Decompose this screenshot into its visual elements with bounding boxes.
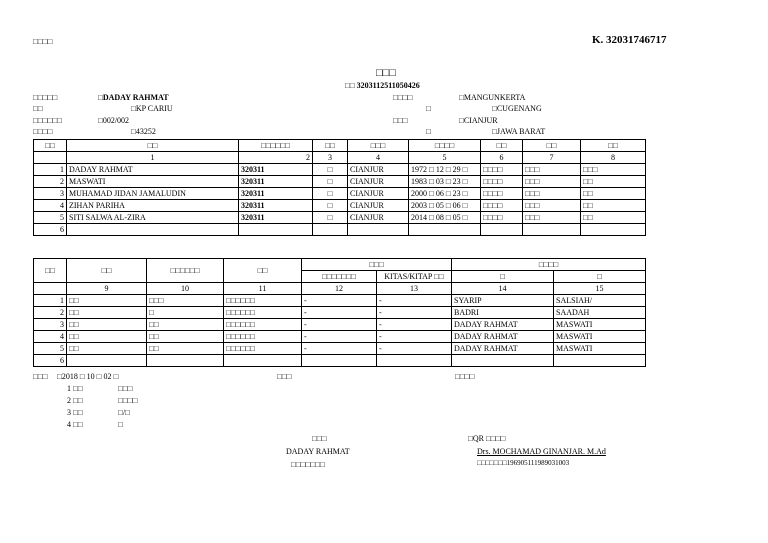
table-row <box>34 176 646 188</box>
table1-header: □□ <box>481 140 523 152</box>
table1-cell-sex: □ <box>313 212 348 224</box>
table1-col-number: 4 <box>348 152 409 164</box>
province-label: □ <box>426 127 431 136</box>
table1-cell-nik: 320311 <box>239 164 313 176</box>
table2-cell-mother: MASWATI <box>554 319 646 331</box>
table2-sub-passport: □□□□□□□ <box>302 271 377 283</box>
table1-cell-no: 6 <box>34 224 67 236</box>
head-label: □□□□□ <box>33 93 58 102</box>
table1-cell-nik: 320311 <box>239 200 313 212</box>
legend-key: 3 □□ <box>67 408 83 417</box>
table1-cell-sex: □ <box>313 176 348 188</box>
village-value: □MANGUNKERTA <box>459 93 526 102</box>
table2-col-number: 11 <box>224 283 302 295</box>
table1-cell-religion: □□□□ <box>481 212 523 224</box>
table1-cell-job: □□ <box>581 200 646 212</box>
table2-cell-father: SYARIP <box>452 295 554 307</box>
legend-value: □□□ <box>118 384 133 393</box>
table2-header-row <box>34 259 646 271</box>
table2-cell-father: DADAY RAHMAT <box>452 331 554 343</box>
table1-header: □□□□ <box>409 140 481 152</box>
regency-label: □□□ <box>393 116 408 125</box>
table1-cell-nik: 320311 <box>239 176 313 188</box>
table1-cell-edu: □□□ <box>523 200 581 212</box>
table2-header: □□ <box>34 259 67 283</box>
table1-cell-job: □□ <box>581 176 646 188</box>
table1-cell-dob: 1983 □ 03 □ 23 □ <box>409 176 481 188</box>
table2-number-cell <box>34 283 67 295</box>
table2-cell-relation: □ <box>147 307 224 319</box>
head-signature-subtext: □□□□□□□ <box>291 460 325 469</box>
table1-cell-place: CIANJUR <box>348 188 409 200</box>
table1-cell-religion <box>481 224 523 236</box>
table1-cell-edu <box>523 224 581 236</box>
table1-cell-name: DADAY RAHMAT <box>67 164 239 176</box>
table1-header: □□ <box>67 140 239 152</box>
table-row <box>34 188 646 200</box>
family-status-table <box>33 258 646 367</box>
table1-cell-job <box>581 224 646 236</box>
head-value: □DADAY RAHMAT <box>98 93 169 102</box>
table1-col-number: 5 <box>409 152 481 164</box>
table1-cell-nik <box>239 224 313 236</box>
table2-cell-no: 2 <box>34 307 67 319</box>
table-row <box>34 355 646 367</box>
regency-value: □CIANJUR <box>459 116 498 125</box>
table2-cell-citizenship: □□□□□□ <box>224 343 302 355</box>
table2-number-row <box>34 283 646 295</box>
table1-cell-job: □□ <box>581 188 646 200</box>
district-value: □CUGENANG <box>492 104 542 113</box>
table2-cell-marital: □□ <box>67 295 147 307</box>
table2-col-number: 13 <box>377 283 452 295</box>
table1-cell-edu: □□□ <box>523 212 581 224</box>
table1-cell-dob: 1972 □ 12 □ 29 □ <box>409 164 481 176</box>
table1-col-number: 6 <box>481 152 523 164</box>
table1-col-number: 1 <box>67 152 239 164</box>
signature-label: □□□ <box>312 434 327 443</box>
table2-sub-father: □ <box>452 271 554 283</box>
table2-cell-mother: MASWATI <box>554 331 646 343</box>
family-number: □□ 3203112511050426 <box>345 81 420 90</box>
table2-group-doc: □□□ <box>302 259 452 271</box>
table1-cell-religion: □□□□ <box>481 176 523 188</box>
address-value: □KP CARIU <box>131 104 173 113</box>
table2-cell-kitas: - <box>377 295 452 307</box>
table2-cell-father: DADAY RAHMAT <box>452 343 554 355</box>
table2-cell-no: 3 <box>34 319 67 331</box>
table1-cell-place: CIANJUR <box>348 212 409 224</box>
table1-cell-dob: 2014 □ 08 □ 05 □ <box>409 212 481 224</box>
table2-col-number: 10 <box>147 283 224 295</box>
table2-cell-kitas <box>377 355 452 367</box>
table2-cell-relation: □□ <box>147 343 224 355</box>
table2-cell-passport: - <box>302 307 377 319</box>
table2-group-parents: □□□□ <box>452 259 646 271</box>
table1-cell-job: □□ <box>581 212 646 224</box>
legend-key: 1 □□ <box>67 384 83 393</box>
table1-cell-no: 1 <box>34 164 67 176</box>
table1-cell-job: □□□ <box>581 164 646 176</box>
table1-cell-sex: □ <box>313 164 348 176</box>
village-label: □□□□ <box>393 93 413 102</box>
table2-cell-marital: □□ <box>67 331 147 343</box>
postal-label: □□□□ <box>33 127 53 136</box>
table2-cell-kitas: - <box>377 331 452 343</box>
table2-cell-relation: □□ <box>147 319 224 331</box>
table2-cell-kitas: - <box>377 307 452 319</box>
table2-cell-mother: MASWATI <box>554 343 646 355</box>
table1-cell-dob: 2000 □ 06 □ 23 □ <box>409 188 481 200</box>
table-row <box>34 343 646 355</box>
table2-sub-mother: □ <box>554 271 646 283</box>
table2-cell-mother: SAADAH <box>554 307 646 319</box>
table2-cell-father: BADRI <box>452 307 554 319</box>
table1-cell-sex <box>313 224 348 236</box>
table2-cell-mother <box>554 355 646 367</box>
family-members-table <box>33 139 646 236</box>
legend-value: □□□□ <box>118 396 138 405</box>
table1-cell-place: CIANJUR <box>348 200 409 212</box>
legend-value: □ <box>118 420 123 429</box>
table2-cell-citizenship: □□□□□□ <box>224 295 302 307</box>
table1-cell-religion: □□□□ <box>481 188 523 200</box>
table2-cell-citizenship <box>224 355 302 367</box>
table1-cell-religion: □□□□ <box>481 200 523 212</box>
table2-cell-no: 1 <box>34 295 67 307</box>
table2-cell-passport <box>302 355 377 367</box>
table1-cell-sex: □ <box>313 200 348 212</box>
table1-cell-no: 4 <box>34 200 67 212</box>
table2-cell-citizenship: □□□□□□ <box>224 319 302 331</box>
table2-cell-no: 4 <box>34 331 67 343</box>
table1-header: □□ <box>313 140 348 152</box>
table1-cell-name: SITI SALWA AL-ZIRA <box>67 212 239 224</box>
table1-cell-place: CIANJUR <box>348 164 409 176</box>
table1-cell-edu: □□□ <box>523 164 581 176</box>
issue-date-value: □2018 □ 10 □ 02 □ <box>57 372 119 381</box>
table2-cell-passport: - <box>302 295 377 307</box>
table2-cell-citizenship: □□□□□□ <box>224 331 302 343</box>
table1-cell-name <box>67 224 239 236</box>
table1-col-number: 7 <box>523 152 581 164</box>
table1-cell-name: MASWATI <box>67 176 239 188</box>
document-number: K. 32031746717 <box>592 34 667 46</box>
table1-col-number: 8 <box>581 152 646 164</box>
postal-value: □43252 <box>131 127 156 136</box>
table2-header: □□□□□□ <box>147 259 224 283</box>
table1-cell-nik: 320311 <box>239 212 313 224</box>
table1-header: □□□□□□ <box>239 140 313 152</box>
table2-sub-kitas: KITAS/KITAP □□ <box>377 271 452 283</box>
issue-date-label: □□□ <box>33 372 48 381</box>
table-row <box>34 331 646 343</box>
table-row <box>34 319 646 331</box>
table1-cell-religion: □□□□ <box>481 164 523 176</box>
table2-cell-passport: - <box>302 319 377 331</box>
table-row <box>34 212 646 224</box>
legend-value: □/□ <box>118 408 130 417</box>
table2-cell-father: DADAY RAHMAT <box>452 319 554 331</box>
table-row <box>34 224 646 236</box>
table2-cell-relation: □□□ <box>147 295 224 307</box>
table1-cell-place <box>348 224 409 236</box>
table1-number-row <box>34 152 646 164</box>
table2-cell-father <box>452 355 554 367</box>
table2-cell-mother: SALSIAH/ <box>554 295 646 307</box>
table-row <box>34 164 646 176</box>
table-row <box>34 200 646 212</box>
table1-cell-edu: □□□ <box>523 176 581 188</box>
table-row <box>34 295 646 307</box>
table2-cell-marital: □□ <box>67 307 147 319</box>
table1-header: □□ <box>523 140 581 152</box>
table2-header: □□ <box>224 259 302 283</box>
address-label: □□ <box>33 104 43 113</box>
table2-col-number: 15 <box>554 283 646 295</box>
right-label: □□□□ <box>455 372 475 381</box>
document-title: □□□ <box>376 67 396 79</box>
table1-cell-dob: 2003 □ 05 □ 06 □ <box>409 200 481 212</box>
rtrw-value: □002/002 <box>98 116 130 125</box>
table1-cell-no: 3 <box>34 188 67 200</box>
table1-header: □□ <box>34 140 67 152</box>
table1-col-number: 2 <box>239 152 313 164</box>
province-value: □JAWA BARAT <box>492 127 546 136</box>
table2-cell-no: 5 <box>34 343 67 355</box>
rtrw-label: □□□□□□ <box>33 116 62 125</box>
table1-header: □□ <box>581 140 646 152</box>
table2-header: □□ <box>67 259 147 283</box>
table2-cell-kitas: - <box>377 319 452 331</box>
head-signature-name: DADAY RAHMAT <box>286 447 350 456</box>
table2-cell-passport: - <box>302 331 377 343</box>
table1-cell-name: MUHAMAD JIDAN JAMALUDIN <box>67 188 239 200</box>
official-name: Drs. MOCHAMAD GINANJAR. M.Ad <box>477 447 606 456</box>
table1-cell-edu: □□□ <box>523 188 581 200</box>
table2-cell-relation: □□ <box>147 331 224 343</box>
table2-cell-marital: □□ <box>67 319 147 331</box>
table1-cell-no: 2 <box>34 176 67 188</box>
table2-cell-passport: - <box>302 343 377 355</box>
table1-cell-no: 5 <box>34 212 67 224</box>
table1-col-number: 3 <box>313 152 348 164</box>
table1-header: □□□ <box>348 140 409 152</box>
legend-key: 2 □□ <box>67 396 83 405</box>
middle-label: □□□ <box>277 372 292 381</box>
official-nip: □□□□□□□1969051119890310​03 <box>477 459 570 467</box>
table2-cell-no: 6 <box>34 355 67 367</box>
table2-cell-marital <box>67 355 147 367</box>
table2-col-number: 9 <box>67 283 147 295</box>
qr-label: □QR □□□□ <box>468 434 506 443</box>
table1-cell-place: CIANJUR <box>348 176 409 188</box>
table1-number-cell <box>34 152 67 164</box>
table1-cell-sex: □ <box>313 188 348 200</box>
table-row <box>34 307 646 319</box>
table2-cell-citizenship: □□□□□□ <box>224 307 302 319</box>
district-label: □ <box>426 104 431 113</box>
table2-cell-marital: □□ <box>67 343 147 355</box>
top-left-label: □□□□ <box>33 37 53 46</box>
table1-cell-nik: 320311 <box>239 188 313 200</box>
table2-cell-relation <box>147 355 224 367</box>
legend-key: 4 □□ <box>67 420 83 429</box>
table1-header-row <box>34 140 646 152</box>
table2-col-number: 12 <box>302 283 377 295</box>
table2-cell-kitas: - <box>377 343 452 355</box>
table2-col-number: 14 <box>452 283 554 295</box>
table1-cell-dob <box>409 224 481 236</box>
table1-cell-name: ZIHAN PARIHA <box>67 200 239 212</box>
